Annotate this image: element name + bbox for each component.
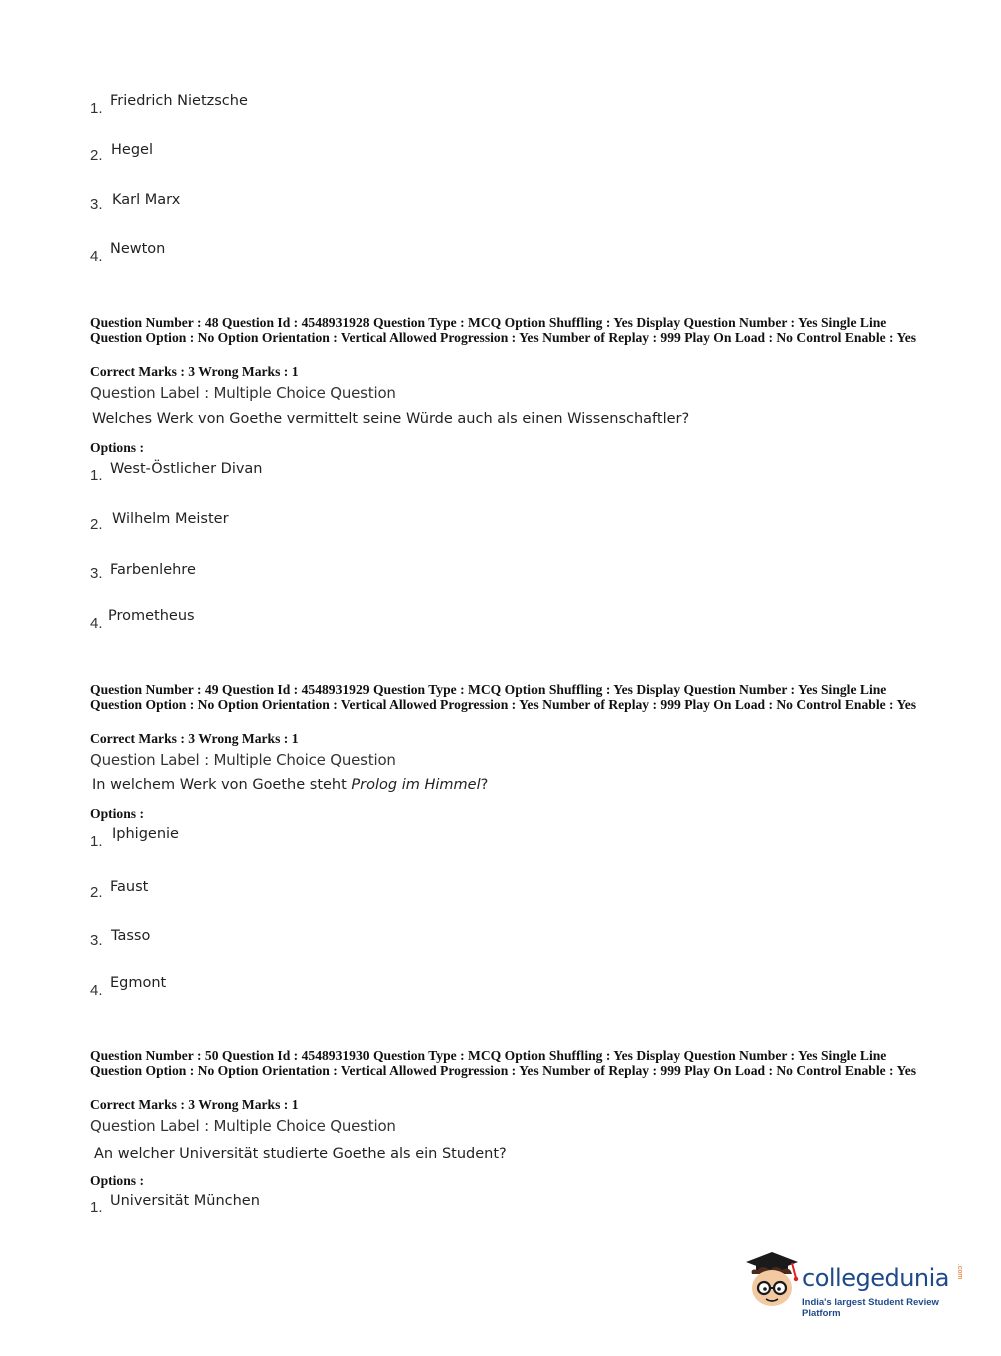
option-number: 2. [90, 147, 103, 164]
options-label: Options : [90, 806, 145, 821]
option-text: Prometheus [108, 608, 195, 624]
option-number: 3. [90, 565, 103, 582]
option-number: 3. [90, 196, 103, 213]
option-number: 2. [90, 884, 103, 901]
question-text-italic: Prolog im Himmel [351, 777, 481, 793]
question-meta: Question Number : 48 Question Id : 4548931928 Question Type : MCQ Option Shuffling : Yes Display Question Number : Yes Single Line Question Option : No Option Orientation : Vertical Allowed Progression : Yes Number of Replay : 999 Play On Load : No Control Enable : Yes [90, 315, 917, 345]
question-text: An welcher Universität studierte Goethe als ein Student? [94, 1146, 507, 1162]
option-text: Universität München [110, 1193, 260, 1209]
options-label: Options : [90, 1173, 145, 1188]
collegedunia-logo [742, 1250, 972, 1320]
option-number: 1. [90, 100, 103, 117]
mascot-icon [742, 1250, 802, 1312]
option-text: Farbenlehre [110, 562, 196, 578]
question-text-end: ? [480, 777, 489, 793]
question-marks: Correct Marks : 3 Wrong Marks : 1 [90, 731, 299, 746]
option-text: Karl Marx [112, 192, 181, 208]
option-text: Newton [110, 241, 166, 257]
question-meta: Question Number : 50 Question Id : 4548931930 Question Type : MCQ Option Shuffling : Yes Display Question Number : Yes Single Line Question Option : No Option Orientation : Vertical Allowed Progression : Yes Number of Replay : 999 Play On Load : No Control Enable : Yes [90, 1048, 917, 1078]
question-text-plain: In welchem Werk von Goethe steht [92, 777, 352, 793]
option-number: 1. [90, 1199, 103, 1216]
option-number: 2. [90, 516, 103, 533]
question-label: Question Label : Multiple Choice Question [90, 751, 396, 769]
options-label: Options : [90, 440, 145, 455]
option-text: Faust [110, 879, 149, 895]
question-text [92, 777, 488, 793]
option-text: Iphigenie [112, 826, 179, 842]
option-number: 4. [90, 248, 103, 265]
option-number: 3. [90, 932, 103, 949]
option-text: Friedrich Nietzsche [110, 93, 248, 109]
logo-domain: .com [956, 1264, 963, 1280]
option-text: Egmont [110, 975, 167, 991]
option-number: 4. [90, 615, 103, 632]
option-text: Tasso [111, 928, 151, 944]
option-text: West-Östlicher Divan [110, 461, 263, 477]
option-text: Wilhelm Meister [112, 511, 229, 527]
option-text: Hegel [111, 142, 153, 158]
question-marks: Correct Marks : 3 Wrong Marks : 1 [90, 364, 299, 379]
option-number: 4. [90, 982, 103, 999]
question-marks: Correct Marks : 3 Wrong Marks : 1 [90, 1097, 299, 1112]
question-text: Welches Werk von Goethe vermittelt seine Würde auch als einen Wissenschaftler? [92, 411, 690, 427]
option-number: 1. [90, 833, 103, 850]
question-meta: Question Number : 49 Question Id : 4548931929 Question Type : MCQ Option Shuffling : Yes Display Question Number : Yes Single Line Question Option : No Option Orientation : Vertical Allowed Progression : Yes Number of Replay : 999 Play On Load : No Control Enable : Yes [90, 682, 917, 712]
question-label: Question Label : Multiple Choice Question [90, 1117, 396, 1135]
option-number: 1. [90, 467, 103, 484]
logo-wordmark: collegedunia [802, 1264, 950, 1292]
logo-tagline: India's largest Student Review Platform [802, 1297, 939, 1319]
question-label: Question Label : Multiple Choice Question [90, 384, 396, 402]
